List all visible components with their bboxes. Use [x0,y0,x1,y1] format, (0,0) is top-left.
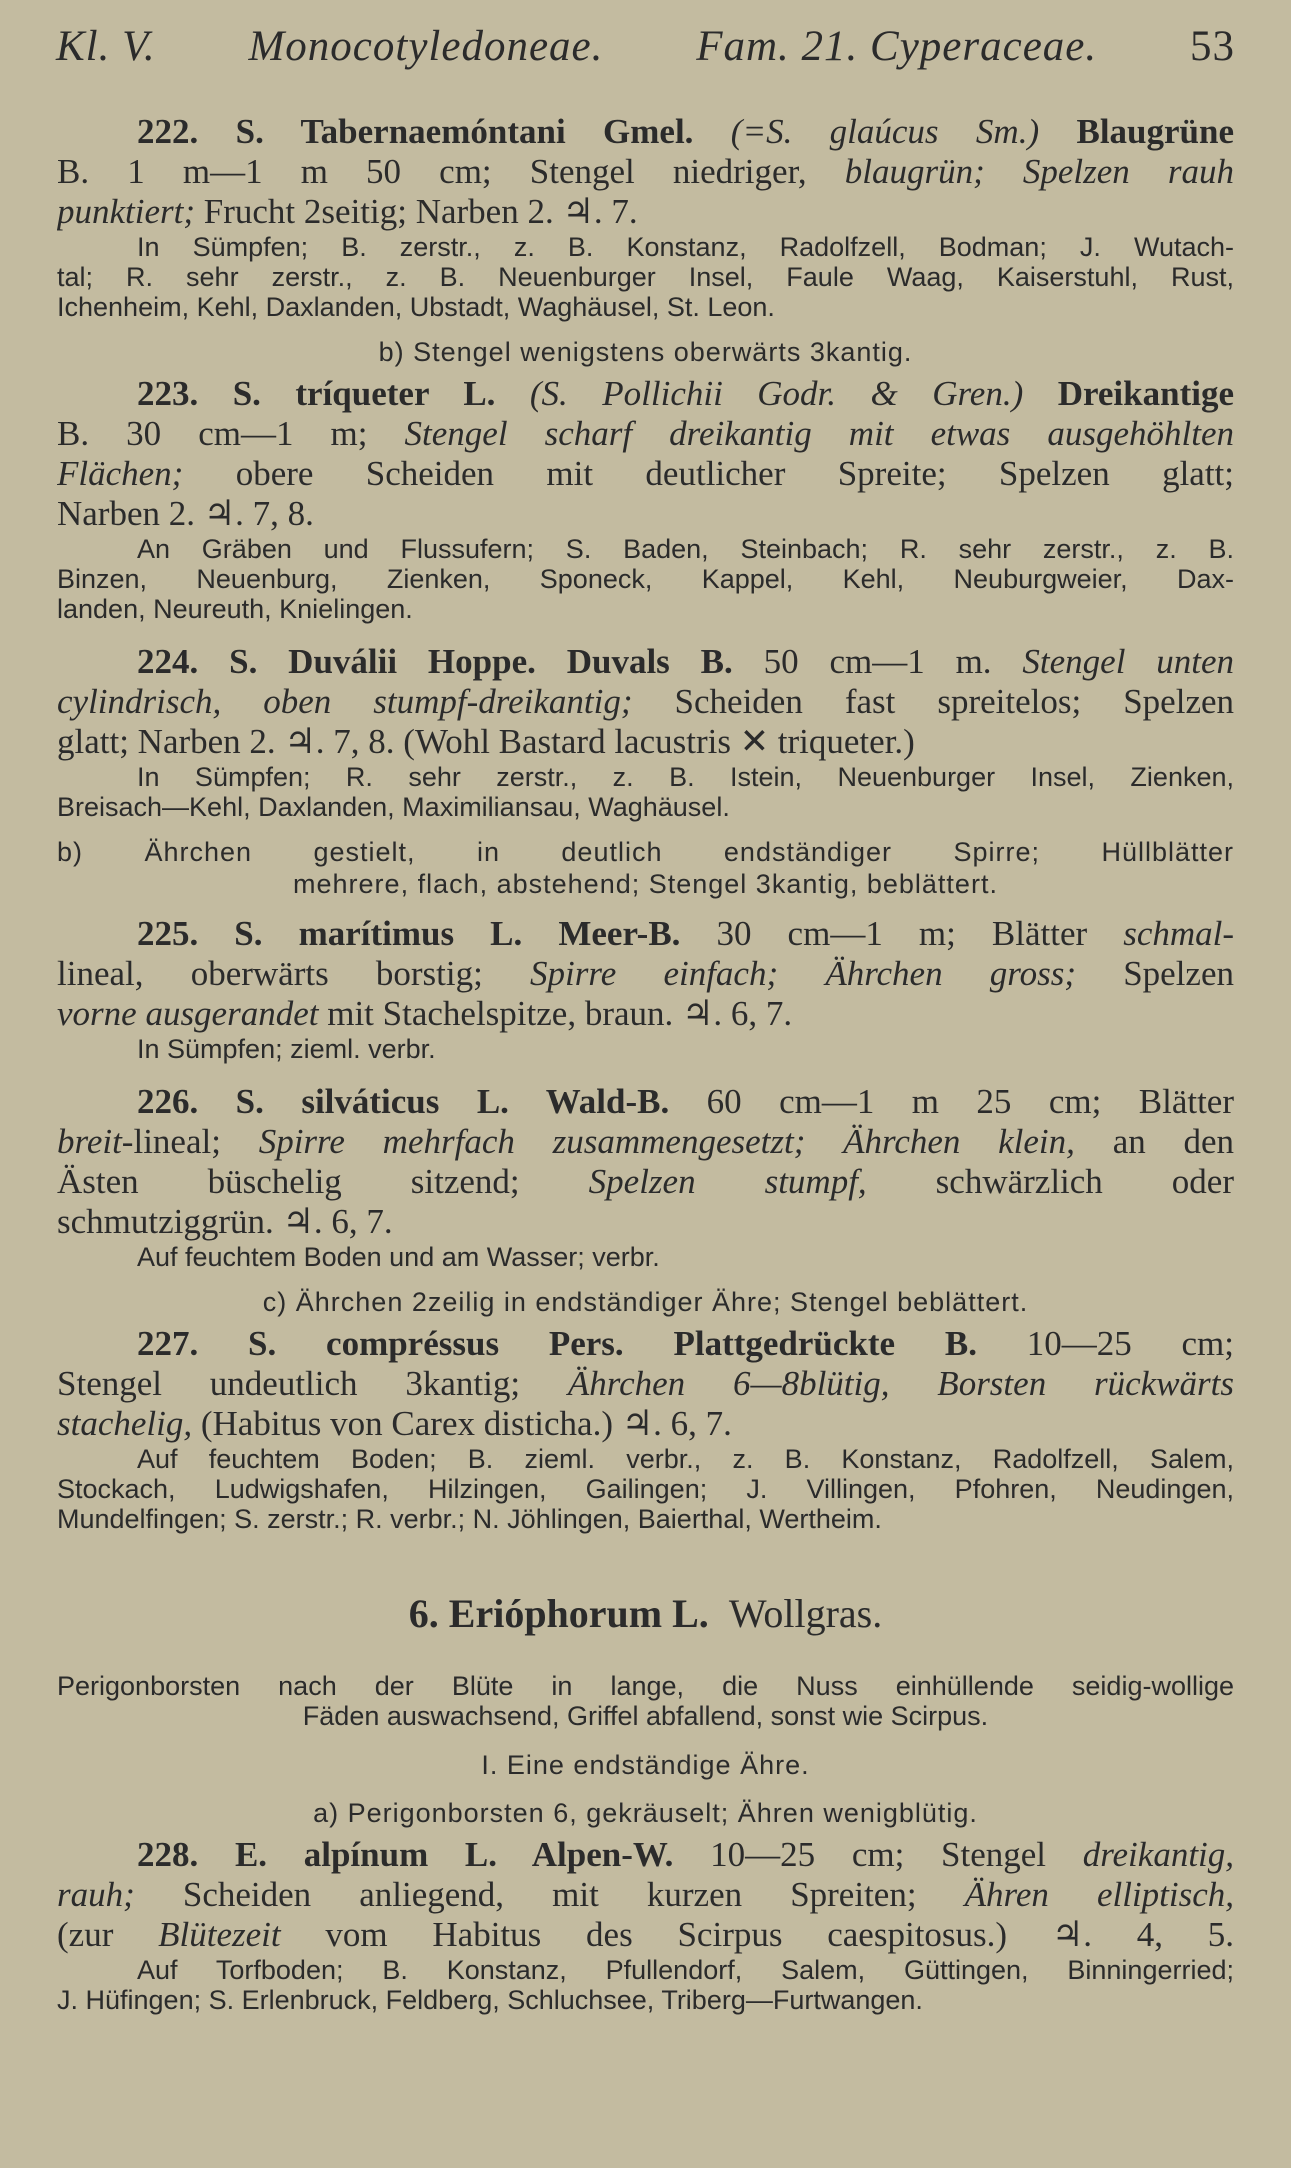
text-line [57,1915,1234,1955]
text-span: rauh; [57,1875,135,1914]
text-line [57,152,1234,192]
text-line [57,1404,1234,1444]
text-span: dreikantig, [1082,1835,1234,1874]
text-span: blaugrün; Spelzen rauh [844,152,1234,191]
locality-line: In Sümpfen; zieml. verbr. [137,1034,436,1064]
locality-line: In Sümpfen; B. zerstr., z. B. Konstanz, Radolfzell, Bodman; J. Wutach- [137,232,1234,262]
locality-line: landen, Neureuth, Knielingen. [57,594,413,624]
text-span: schwärzlich oder [935,1162,1234,1201]
text-span: cylindrisch, oben stumpf-dreikantig; [57,682,633,721]
text-line [57,414,1234,454]
text-span: 10—25 cm; Stengel [710,1835,1046,1874]
text-span: 10—25 cm; [1026,1324,1234,1363]
locality-line: In Sümpfen; R. sehr zerstr., z. B. Istein, Neuenburger Insel, Zienken, [137,762,1234,792]
header-subclass: Monocotyledoneae. [248,23,604,70]
text-line [57,112,1234,152]
text-span: Blütezeit [158,1915,281,1954]
subsection-heading [57,836,1234,900]
text-line [57,914,1234,954]
text-span: lineal; [133,1122,221,1161]
species-name: 226. S. silváticus L. Wald-B. [137,1082,670,1121]
text-line: glatt; Narben 2. ♃. 7, 8. (Wohl Bastard lacustris ✕ triqueter.) [57,722,915,761]
text-span: lineal, oberwärts borstig; [57,954,483,993]
text-span: 60 cm—1 m 25 cm; Blätter [706,1082,1234,1121]
text-span: Stengel unten [1022,642,1234,681]
species-name: 222. S. Tabernaemóntani Gmel. [137,112,694,151]
species-entry-223 [57,374,1234,624]
header-class: Kl. V. [56,23,156,70]
text-span: (Habitus von Carex disticha.) ♃. 6, 7. [200,1404,732,1443]
species-name: 224. S. Duválii Hoppe. Duvals B. [137,642,733,681]
text-span: Scheiden fast spreitelos; Spelzen [674,682,1234,721]
common-name: Dreikantige [1057,374,1234,413]
locality-line: Stockach, Ludwigshafen, Hilzingen, Gailingen; J. Villingen, Pfohren, Neudingen, [57,1474,1234,1504]
genus-common-name: Wollgras. [728,1591,883,1636]
text-span: stachelig, [57,1404,193,1443]
text-line [57,1082,1234,1122]
page-body [57,112,1234,2015]
text-line [57,1875,1234,1915]
page-number: 53 [1190,23,1235,70]
text-span: Ähren elliptisch, [964,1875,1234,1914]
text-line [57,1324,1234,1364]
locality-line: Auf feuchtem Boden und am Wasser; verbr. [137,1242,660,1272]
synonym: (S. Pollichii Godr. & Gren.) [529,374,1024,413]
locality-line: Binzen, Neuenburg, Zienken, Sponeck, Kappel, Kehl, Neuburgweier, Dax- [57,564,1234,594]
species-name: 228. E. alpínum L. Alpen-W. [137,1835,674,1874]
text-span: breit- [57,1122,134,1161]
text-line [57,1122,1234,1162]
text-span: Ästen büschelig sitzend; [57,1162,520,1201]
text-span: B. 30 cm—1 m; [57,414,368,453]
subsection-heading: b) Stengel wenigstens oberwärts 3kantig. [378,337,913,367]
species-entry-224 [57,642,1234,822]
synonym: (=S. glaúcus Sm.) [730,112,1040,151]
genus-description [57,1671,1234,1731]
subsection-heading: c) Ährchen 2zeilig in endständiger Ähre; Stengel beblättert. [262,1287,1029,1317]
text-span: obere Scheiden mit deutlicher Spreite; Spelzen glatt; [235,454,1234,493]
text-span: vorne ausgerandet [57,994,319,1033]
text-line [57,374,1234,414]
text-line [57,1835,1234,1875]
running-header [56,22,1235,82]
genus-name: 6. Erióphorum L. [408,1591,709,1636]
text-line: Narben 2. ♃. 7, 8. [57,494,314,533]
locality-line: Breisach—Kehl, Daxlanden, Maximiliansau, Waghäusel. [57,792,730,822]
text-span: Frucht 2seitig; Narben 2. ♃. 7. [203,192,638,231]
locality-line: tal; R. sehr zerstr., z. B. Neuenburger Insel, Faule Waag, Kaiserstuhl, Rust, [57,262,1234,292]
text-span: Stengel undeutlich 3kantig; [57,1364,521,1403]
text-line [57,1162,1234,1202]
species-name: 227. S. compréssus Pers. Plattgedrückte B. [137,1324,977,1363]
species-entry-227 [57,1324,1234,1534]
text-span: an den [1112,1122,1234,1161]
description-line: Fäden auswachsend, Griffel abfallend, sonst wie Scirpus. [302,1701,989,1731]
text-span: Spirre einfach; Ährchen gross; [530,954,1076,993]
common-name: Blaugrüne [1076,112,1234,151]
text-line: schmutziggrün. ♃. 6, 7. [57,1202,393,1241]
locality-line: J. Hüfingen; S. Erlenbruck, Feldberg, Schluchsee, Triberg—Furtwangen. [57,1985,923,2015]
text-line [57,1364,1234,1404]
text-span: Stengel scharf dreikantig mit etwas ausgehöhlten [404,414,1234,453]
species-entry-225 [57,914,1234,1064]
locality-line: Auf feuchtem Boden; B. zieml. verbr., z. B. Konstanz, Radolfzell, Salem, [137,1444,1234,1474]
text-line [57,192,1234,232]
header-family: Fam. 21. Cyperaceae. [696,23,1098,70]
text-line [57,642,1234,682]
species-name: 225. S. marítimus L. Meer-B. [137,914,681,953]
locality-line: Mundelfingen; S. zerstr.; R. verbr.; N. Jöhlingen, Baierthal, Wertheim. [57,1504,882,1534]
species-entry-226 [57,1082,1234,1272]
text-span: Flächen; [57,454,184,493]
text-line [57,454,1234,494]
locality-line: Ichenheim, Kehl, Daxlanden, Ubstadt, Waghäusel, St. Leon. [57,292,775,322]
text-line [57,682,1234,722]
locality-line: Auf Torfboden; B. Konstanz, Pfullendorf, Salem, Güttingen, Binningerried; [137,1955,1234,1985]
text-span: (zur [57,1915,114,1954]
text-span: Scheiden anliegend, mit kurzen Spreiten; [182,1875,917,1914]
subsection-line: mehrere, flach, abstehend; Stengel 3kantig, beblättert. [293,869,998,899]
text-line [57,994,1234,1034]
description-line: Perigonborsten nach der Blüte in lange, die Nuss einhüllende seidig-wollige [57,1671,1234,1701]
species-entry-228 [57,1835,1234,2015]
text-span: B. 1 m—1 m 50 cm; Stengel niedriger, [57,152,807,191]
text-span: 30 cm—1 m; Blätter [716,914,1088,953]
text-span: Ährchen 6—8blütig, Borsten rückwärts [567,1364,1234,1403]
text-span: Spelzen stumpf, [588,1162,867,1201]
locality-line: An Gräben und Flussufern; S. Baden, Steinbach; R. sehr zerstr., z. B. [137,534,1234,564]
species-name: 223. S. tríqueter L. [137,374,496,413]
species-entry-222 [57,112,1234,322]
text-span: 50 cm—1 m. [763,642,992,681]
subsection-heading: I. Eine endständige Ähre. [481,1750,810,1780]
text-span: Spirre mehrfach zusammengesetzt; Ährchen klein, [258,1122,1075,1161]
subsection-heading: a) Perigonborsten 6, gekräuselt; Ähren wenigblütig. [313,1798,978,1828]
text-span: schmal- [1123,914,1234,953]
text-line [57,954,1234,994]
text-span: punktiert; [57,192,196,231]
subsection-line: b) Ährchen gestielt, in deutlich endständiger Spirre; Hüllblätter [57,837,1234,867]
text-span: Spelzen [1123,954,1234,993]
genus-heading [57,1590,1234,1637]
text-span: mit Stachelspitze, braun. ♃. 6, 7. [327,994,793,1033]
text-span: vom Habitus des Scirpus caespitosus.) ♃. 4, 5. [325,1915,1234,1954]
